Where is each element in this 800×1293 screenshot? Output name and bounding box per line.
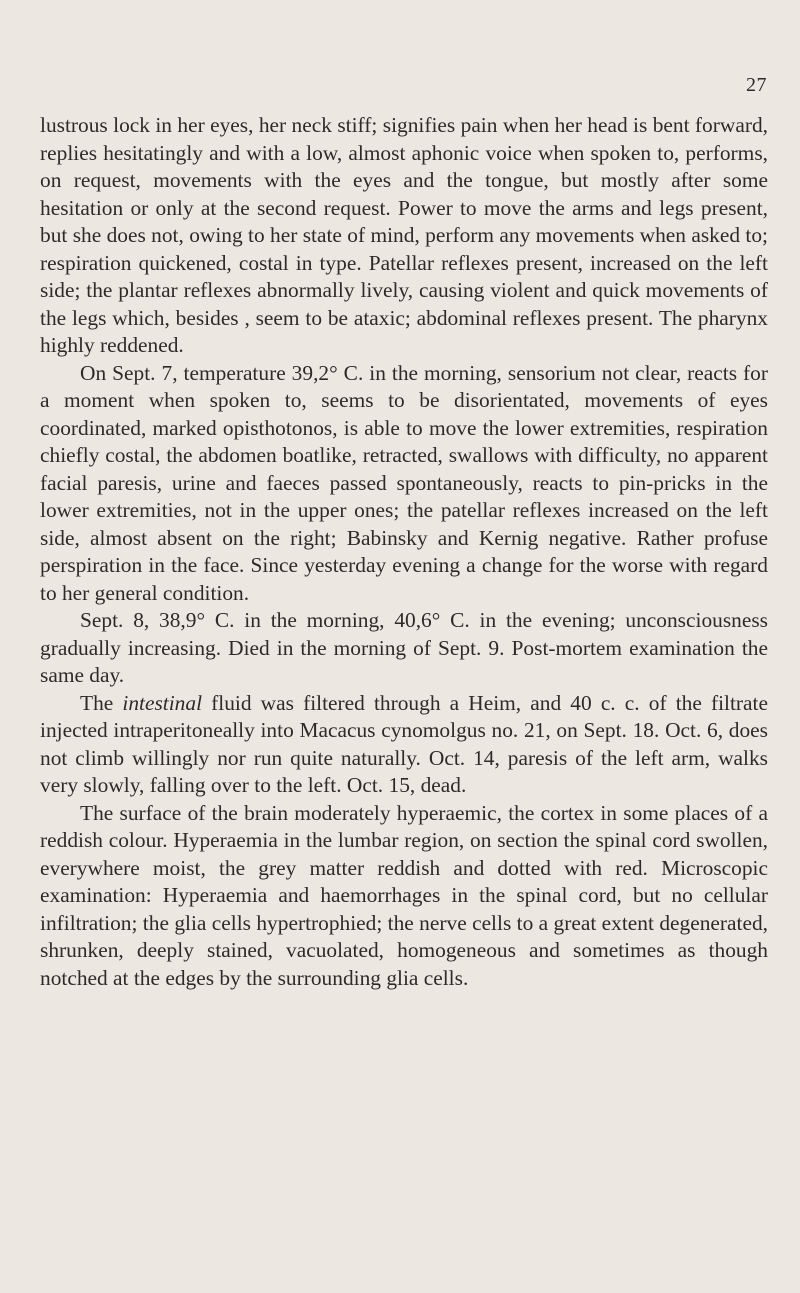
body-text (40, 112, 768, 992)
paragraph-brain-findings: The surface of the brain moderately hyperaemic, the cortex in some places of a reddish colour. Hyperaemia in the lumbar region, on section the spinal cord swollen, everywhere moist, the grey matter reddish and dotted with red. Microscopic examination: Hyperaemia and haemorrhages in the spinal cord, but no cellular infiltration; the glia cells hypertrophied; the nerve cells to a great extent degenerated, shrunken, deeply stained, vacuolated, homogeneous and sometimes as though notched at the edges by the surrounding glia cells. (40, 800, 768, 990)
paragraph-intestinal-fluid (40, 690, 768, 800)
intestinal-text-after: fluid was filtered through a Heim, and 40 c. c. of the filtrate injected intraperitoneally into Macacus cynomolgus no. 21, on Sept. 18. Oct. 6, does not climb willingly nor run quite naturally. Oct. 14, paresis of the left arm, walks very slowly, falling over to the left. Oct. 15, dead. (40, 690, 768, 797)
paragraph-continuation: lustrous lock in her eyes, her neck stiff; signifies pain when her head is bent forward, replies hesitatingly and with a low, almost aphonic voice when spoken to, performs, on request, movements with the eyes and the tongue, but mostly after some hesitation or only at the second request. Power to move the arms and legs present, but she does not, owing to her state of mind, perform any movements when asked to; respiration quickened, costal in type. Patellar reflexes present, increased on the left side; the plantar reflexes abnormally lively, causing violent and quick movements of the legs which, besides , seem to be ataxic; abdominal reflexes present. The pharynx highly reddened. (40, 113, 768, 357)
intestinal-emphasis: intestinal (122, 690, 203, 715)
paragraph-sept-8: Sept. 8, 38,9° C. in the morning, 40,6° C. in the evening; unconsciousness gradually increasing. Died in the morning of Sept. 9. Post-mortem examination the same day. (40, 608, 768, 687)
page-number: 27 (746, 74, 767, 96)
intestinal-text-before: The (80, 690, 123, 715)
paragraph-sept-7: On Sept. 7, temperature 39,2° C. in the morning, sensorium not clear, reacts for a moment when spoken to, seems to be disorientated, movements of eyes coordinated, marked opisthotonos, is able to move the lower extremities, respiration chiefly costal, the abdomen boatlike, retracted, swallows with difficulty, no apparent facial paresis, urine and faeces passed spontaneously, reacts to pin-pricks in the lower extremities, not in the upper ones; the patellar reflexes increased on the left side, almost absent on the right; Babinsky and Kernig negative. Rather profuse perspiration in the face. Since yesterday evening a change for the worse with regard to her general condition. (40, 360, 768, 605)
